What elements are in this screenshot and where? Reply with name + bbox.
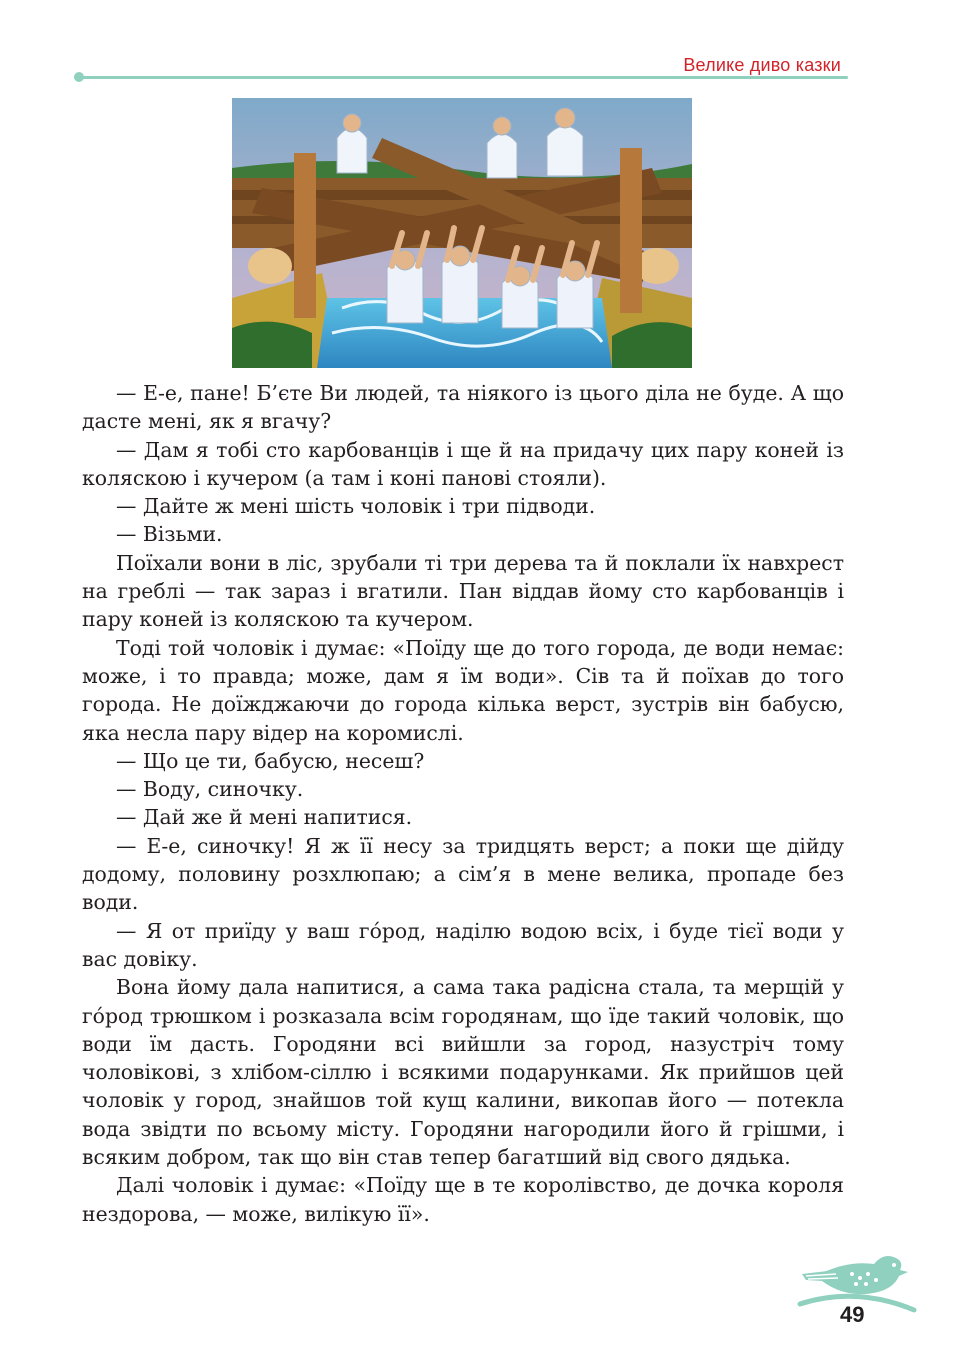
paragraph: — Е-е, пане! Б’єте Ви людей, та ніякого із цього діла не буде. А що дасте мені, як я вгачу?	[82, 381, 844, 434]
paragraph: — Дам я тобі сто карбованців і ще й на придачу цих пару коней із коляскою і кучером (а там і коні панові стояли).	[82, 437, 844, 490]
paragraph: — Візьми.	[116, 522, 223, 547]
page-number: 49	[840, 1302, 865, 1327]
paragraph: — Що це ти, бабусю, несеш?	[116, 748, 425, 773]
paragraph: Далі чоловік і думає: «Поїду ще в те королівство, де дочка короля нездорова, — може, вилікую її».	[82, 1173, 844, 1226]
paragraph: Вона йому дала напитися, а сама така радісна стала, та мерщій у го́род трюшком і розказала всім городянам, що їде такий чоловік, що води їм дасть. Городяни всі вийшли за город, назустріч тому чоловікові, з хлібом-сіллю і всякими подарунками. Як прийшов цей чоловік у город, знайшов той кущ калини, викопав його — потекла вода звідти по всьому місту. Городяни нагородили його й грішми, і всяким добром, так що він став тепер багатший від свого дядька.	[82, 975, 844, 1170]
paragraph: — Дай же й мені напитися.	[116, 805, 413, 830]
paragraph: — Я от приїду у ваш го́род, наділю водою всіх, і буде тієї води у вас довіку.	[82, 918, 844, 971]
paragraph: — Дайте ж мені шість чоловік і три підводи.	[116, 494, 596, 519]
story-text	[82, 379, 844, 1228]
header-rule	[80, 76, 848, 79]
dam-builders-illustration	[232, 98, 692, 368]
paragraph: Поїхали вони в ліс, зрубали ті три дерева та й поклали їх навхрест на греблі — так зараз і вгатили. Пан віддав йому сто карбованців і пару коней із коляскою та кучером.	[82, 550, 844, 632]
running-header: Велике диво казки	[683, 55, 841, 75]
paragraph: — Е-е, синочку! Я ж її несу за тридцять верст; а поки ще дійду додому, половину розхлюпаю; а сім’я в мене велика, пропаде без води.	[82, 833, 844, 915]
paragraph: Тоді той чоловік і думає: «Поїду ще до того города, де води немає: може, і то правда; може, дам я їм води». Сів та й поїхав до того города. Не доїжджаючи до города кілька верст, зустрів він бабусю, яка несла пару відер на коромислі.	[82, 635, 844, 745]
paragraph: — Воду, синочку.	[116, 777, 304, 802]
